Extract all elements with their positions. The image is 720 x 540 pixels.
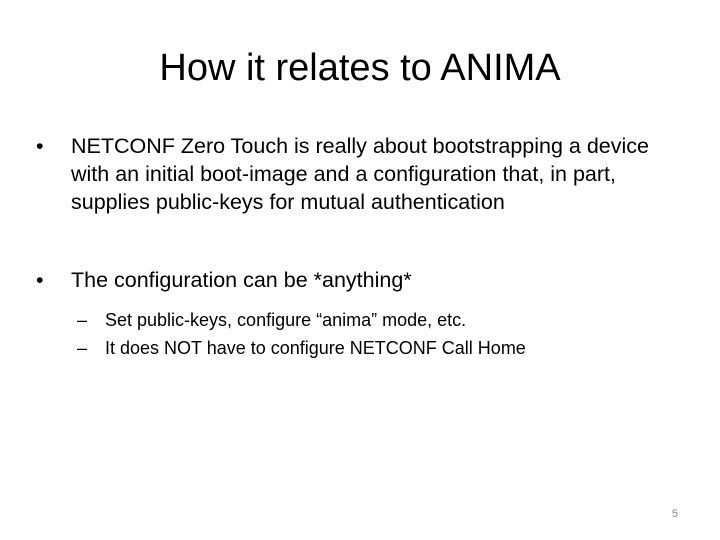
sub-bullet-text: It does NOT have to configure NETCONF Call Home xyxy=(105,338,526,358)
slide-title: How it relates to ANIMA xyxy=(159,47,561,89)
bullet-dot-icon: • xyxy=(36,268,44,292)
bullet-list xyxy=(36,132,686,362)
sub-bullet-item xyxy=(77,334,692,362)
dash-icon: – xyxy=(77,310,88,330)
page-number: 5 xyxy=(671,508,678,520)
bullet-item xyxy=(36,132,686,216)
sub-bullet-list xyxy=(77,306,692,362)
bullet-text: NETCONF Zero Touch is really about bootstrapping a device with an initial boot-image and a configuration that, in part, supplies public-keys for mutual authentication xyxy=(71,134,649,214)
bullet-text: The configuration can be *anything* xyxy=(71,268,412,292)
sub-bullet-item xyxy=(77,306,692,334)
bullet-item xyxy=(36,266,686,362)
sub-bullet-text: Set public-keys, configure “anima” mode, etc. xyxy=(105,310,467,330)
bullet-dot-icon: • xyxy=(36,134,44,158)
dash-icon: – xyxy=(77,338,88,358)
